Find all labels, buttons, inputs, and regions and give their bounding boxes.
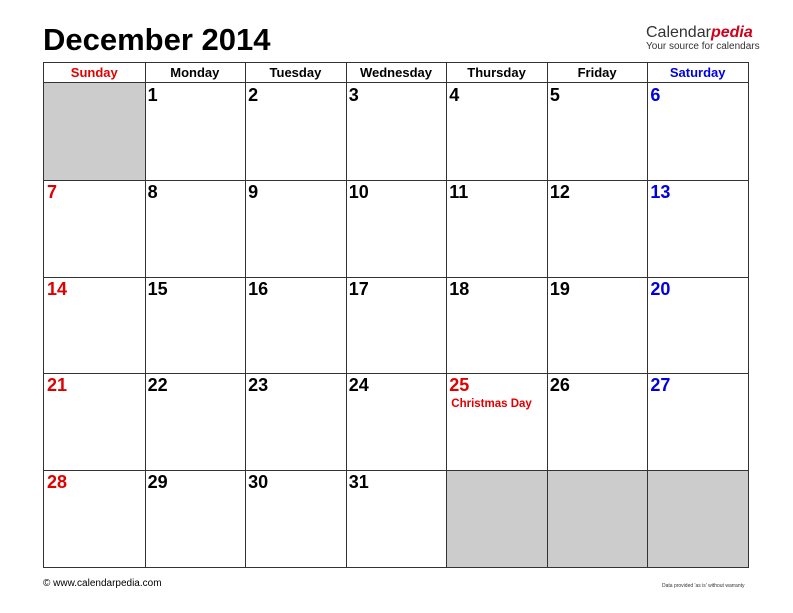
weekday-header-friday: Friday [577,65,617,80]
brand-logo[interactable] [646,24,760,52]
day-number: 21 [47,375,68,396]
brand-tagline: Your source for calendars [646,41,760,52]
day-cell[interactable] [145,470,246,567]
weekday-header-monday: Monday [170,65,220,80]
day-cell[interactable] [446,180,547,277]
day-number: 7 [47,181,58,202]
grid-column-divider [647,63,648,567]
day-cell[interactable] [245,470,346,567]
day-cell[interactable] [245,83,346,180]
day-cell[interactable] [145,277,246,374]
day-cell[interactable] [446,373,547,470]
day-number: 15 [147,278,168,299]
day-cell[interactable] [145,373,246,470]
day-cell[interactable] [346,83,447,180]
day-cell[interactable] [547,180,648,277]
day-cell[interactable] [145,180,246,277]
day-number: 1 [147,85,158,105]
day-cell[interactable] [145,83,246,180]
day-cell[interactable] [346,180,447,277]
day-cell[interactable] [346,277,447,374]
grid-row-divider [44,277,748,278]
day-cell[interactable] [44,373,145,470]
day-number: 28 [47,472,68,493]
day-cell[interactable] [245,277,346,374]
weekday-header-wednesday: Wednesday [359,65,432,80]
footer-disclaimer: Data provided 'as is' without warranty [662,583,745,589]
day-cell[interactable] [547,373,648,470]
grid-row-divider [44,373,748,374]
day-cell[interactable] [647,180,748,277]
empty-day-cell [547,470,648,567]
day-number: 23 [248,375,269,396]
day-number: 6 [650,85,661,105]
grid-column-divider [245,63,246,567]
day-cell[interactable] [647,83,748,180]
grid-column-divider [145,63,146,567]
weekday-header-sunday: Sunday [70,65,118,80]
day-number: 4 [449,85,460,105]
holiday-label: Christmas Day [451,398,532,411]
day-number: 18 [449,278,470,299]
day-cell[interactable] [245,180,346,277]
day-number: 24 [348,375,369,396]
day-number: 16 [248,278,269,299]
day-number: 2 [248,85,259,105]
brand-name: Calendarpedia [646,24,753,41]
day-cell[interactable] [44,470,145,567]
day-cell[interactable] [44,180,145,277]
day-number: 9 [248,181,259,202]
day-cell[interactable] [647,373,748,470]
grid-row-divider [44,470,748,471]
day-number: 30 [248,472,269,493]
day-cell[interactable] [245,373,346,470]
day-number: 5 [549,85,560,105]
day-number: 31 [348,472,369,493]
day-number: 20 [650,278,671,299]
day-number: 26 [549,375,570,396]
weekday-header-tuesday: Tuesday [269,65,322,80]
weekday-header-thursday: Thursday [467,65,526,80]
day-number: 12 [549,181,570,202]
empty-day-cell [446,470,547,567]
page-title: December 2014 [43,22,271,57]
day-number: 19 [549,278,570,299]
day-number: 17 [348,278,369,299]
day-number: 25 [449,375,470,396]
day-number: 10 [348,181,369,202]
day-cell[interactable] [547,277,648,374]
empty-day-cell [44,83,145,180]
grid-column-divider [346,63,347,567]
day-cell[interactable] [547,83,648,180]
grid-column-divider [547,63,548,567]
day-number: 29 [147,472,168,493]
grid-column-divider [446,63,447,567]
weekday-header-row [44,63,748,83]
weekday-header-saturday: Saturday [669,65,726,80]
day-number: 27 [650,375,671,396]
day-number: 14 [47,278,68,299]
day-cell[interactable] [446,277,547,374]
empty-day-cell [647,470,748,567]
day-cell[interactable] [346,470,447,567]
day-cell[interactable] [346,373,447,470]
day-number: 22 [147,375,168,396]
day-cell[interactable] [647,277,748,374]
day-number: 8 [147,181,158,202]
footer-copyright[interactable]: © www.calendarpedia.com [43,578,162,589]
day-cell[interactable] [446,83,547,180]
grid-row-divider [44,180,748,181]
day-number: 3 [348,85,359,105]
day-number: 13 [650,181,671,202]
day-number: 11 [449,181,469,202]
day-cell[interactable] [44,277,145,374]
calendar-grid [43,62,749,568]
